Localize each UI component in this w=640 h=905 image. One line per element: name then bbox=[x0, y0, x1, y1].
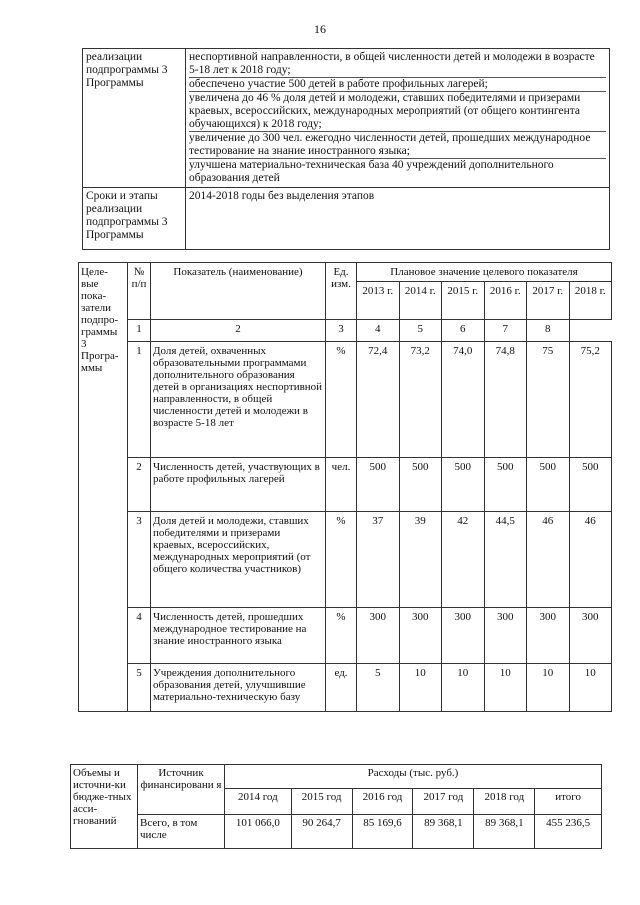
finance-label: Объемы и источни-ки бюдже-тных асси-гнований bbox=[71, 765, 138, 849]
row-value: 74,8 bbox=[484, 342, 527, 458]
row-value: 10 bbox=[484, 664, 527, 712]
row-name: Доля детей, охваченных образовательными программами дополнительного образования детей в организациях неспортивной направленности, в общей численности детей и молодежи в возрасте 5-18 лет bbox=[151, 342, 326, 458]
row-value: 46 bbox=[527, 512, 570, 608]
results-label: реализации подпрограммы 3 Программы bbox=[83, 49, 186, 188]
row-num: 3 bbox=[128, 512, 151, 608]
table-row bbox=[79, 608, 612, 664]
row-name: Численность детей, прошедших международное тестирование на знание иностранного языка bbox=[151, 608, 326, 664]
planned-header: Плановое значение целевого показателя bbox=[357, 263, 612, 282]
year-header: 2014 г. bbox=[399, 282, 442, 320]
row-name: Численность детей, участвующих в работе профильных лагерей bbox=[151, 458, 326, 512]
fin-source: Всего, в том числе bbox=[138, 815, 225, 849]
year-header: 2018 г. bbox=[569, 282, 612, 320]
fin-value: 90 264,7 bbox=[291, 815, 352, 849]
fin-value: 89 368,1 bbox=[474, 815, 535, 849]
source-header: Источник финансировани я bbox=[138, 765, 225, 815]
row-num: 5 bbox=[128, 664, 151, 712]
row-value: 10 bbox=[527, 664, 570, 712]
result-line: улучшена материально-техническая база 40 учреждений дополнительного образования детей bbox=[189, 159, 554, 184]
row-value: 300 bbox=[357, 608, 400, 664]
fin-value: 89 368,1 bbox=[413, 815, 474, 849]
row-value: 5 bbox=[357, 664, 400, 712]
row-value: 37 bbox=[357, 512, 400, 608]
fin-year-header: итого bbox=[535, 789, 602, 815]
fin-value: 101 066,0 bbox=[225, 815, 292, 849]
result-line: увеличена до 46 % доля детей и молодежи, ставших победителями и призерами краевых, всероссийских, международных мероприятий (от общего контингента обучающихся) к 2018 году; bbox=[189, 92, 606, 132]
indicators-table bbox=[78, 262, 612, 712]
col-number: 4 bbox=[357, 320, 400, 342]
row-value: 74,0 bbox=[442, 342, 485, 458]
row-num: 2 bbox=[128, 458, 151, 512]
fin-year-header: 2016 год bbox=[352, 789, 413, 815]
year-header: 2017 г. bbox=[527, 282, 570, 320]
fin-year-header: 2015 год bbox=[291, 789, 352, 815]
result-line: увеличение до 300 чел. ежегодно численности детей, прошедших международное тестирование на знание иностранного языка; bbox=[189, 132, 606, 159]
row-value: 72,4 bbox=[357, 342, 400, 458]
results-table bbox=[82, 48, 610, 250]
row-num: 4 bbox=[128, 608, 151, 664]
fin-value: 85 169,6 bbox=[352, 815, 413, 849]
row-value: 44,5 bbox=[484, 512, 527, 608]
row-value: 39 bbox=[399, 512, 442, 608]
table-row bbox=[79, 512, 612, 608]
row-value: 300 bbox=[527, 608, 570, 664]
year-header: 2015 г. bbox=[442, 282, 485, 320]
name-header: Показатель (наименование) bbox=[151, 263, 326, 320]
row-value: 75 bbox=[527, 342, 570, 458]
result-line: обеспечено участие 500 детей в работе профильных лагерей; bbox=[189, 78, 606, 92]
row-name: Доля детей и молодежи, ставших победителями и призерами краевых, всероссийских, международных мероприятий (от общего количества участников) bbox=[151, 512, 326, 608]
page-number: 16 bbox=[314, 22, 326, 36]
col-number: 8 bbox=[527, 320, 570, 342]
row-value: 73,2 bbox=[399, 342, 442, 458]
col-number: 2 bbox=[151, 320, 326, 342]
row-value: 75,2 bbox=[569, 342, 612, 458]
table-row bbox=[79, 664, 612, 712]
row-value: 500 bbox=[569, 458, 612, 512]
finance-table bbox=[70, 764, 602, 849]
fin-year-header: 2014 год bbox=[225, 789, 292, 815]
fin-year-header: 2018 год bbox=[474, 789, 535, 815]
row-num: 1 bbox=[128, 342, 151, 458]
col-number: 3 bbox=[326, 320, 357, 342]
stages-value: 2014-2018 годы без выделения этапов bbox=[186, 188, 610, 250]
row-value: 500 bbox=[442, 458, 485, 512]
result-line: неспортивной направленности, в общей численности детей и молодежи в возрасте 5-18 лет к 2018 году; bbox=[189, 51, 606, 78]
row-value: 10 bbox=[569, 664, 612, 712]
row-unit: % bbox=[326, 512, 357, 608]
fin-value: 455 236,5 bbox=[535, 815, 602, 849]
num-header: № п/п bbox=[128, 263, 151, 320]
row-value: 500 bbox=[399, 458, 442, 512]
year-header: 2013 г. bbox=[357, 282, 400, 320]
col-number: 5 bbox=[399, 320, 442, 342]
targets-header: Целе-вые пока-затели подпро-граммы 3 Програ-ммы bbox=[79, 263, 128, 712]
row-unit: чел. bbox=[326, 458, 357, 512]
row-value: 500 bbox=[527, 458, 570, 512]
row-value: 10 bbox=[442, 664, 485, 712]
col-number: 1 bbox=[128, 320, 151, 342]
row-unit: % bbox=[326, 342, 357, 458]
row-value: 300 bbox=[569, 608, 612, 664]
stages-label: Сроки и этапы реализации подпрограммы 3 Программы bbox=[83, 188, 186, 250]
row-value: 300 bbox=[399, 608, 442, 664]
row-value: 500 bbox=[357, 458, 400, 512]
table-row bbox=[79, 458, 612, 512]
fin-year-header: 2017 год bbox=[413, 789, 474, 815]
row-name: Учреждения дополнительного образования детей, улучшившие материально-техническую базу bbox=[151, 664, 326, 712]
unit-header: Ед. изм. bbox=[326, 263, 357, 320]
row-value: 42 bbox=[442, 512, 485, 608]
row-value: 300 bbox=[442, 608, 485, 664]
row-value: 500 bbox=[484, 458, 527, 512]
year-header: 2016 г. bbox=[484, 282, 527, 320]
expenses-header: Расходы (тыс. руб.) bbox=[225, 765, 602, 789]
row-value: 300 bbox=[484, 608, 527, 664]
row-unit: ед. bbox=[326, 664, 357, 712]
row-value: 10 bbox=[399, 664, 442, 712]
table-row bbox=[71, 815, 602, 849]
col-number: 7 bbox=[484, 320, 527, 342]
table-row bbox=[79, 342, 612, 458]
row-value: 46 bbox=[569, 512, 612, 608]
results-lines bbox=[186, 49, 610, 188]
col-number: 6 bbox=[442, 320, 485, 342]
row-unit: % bbox=[326, 608, 357, 664]
